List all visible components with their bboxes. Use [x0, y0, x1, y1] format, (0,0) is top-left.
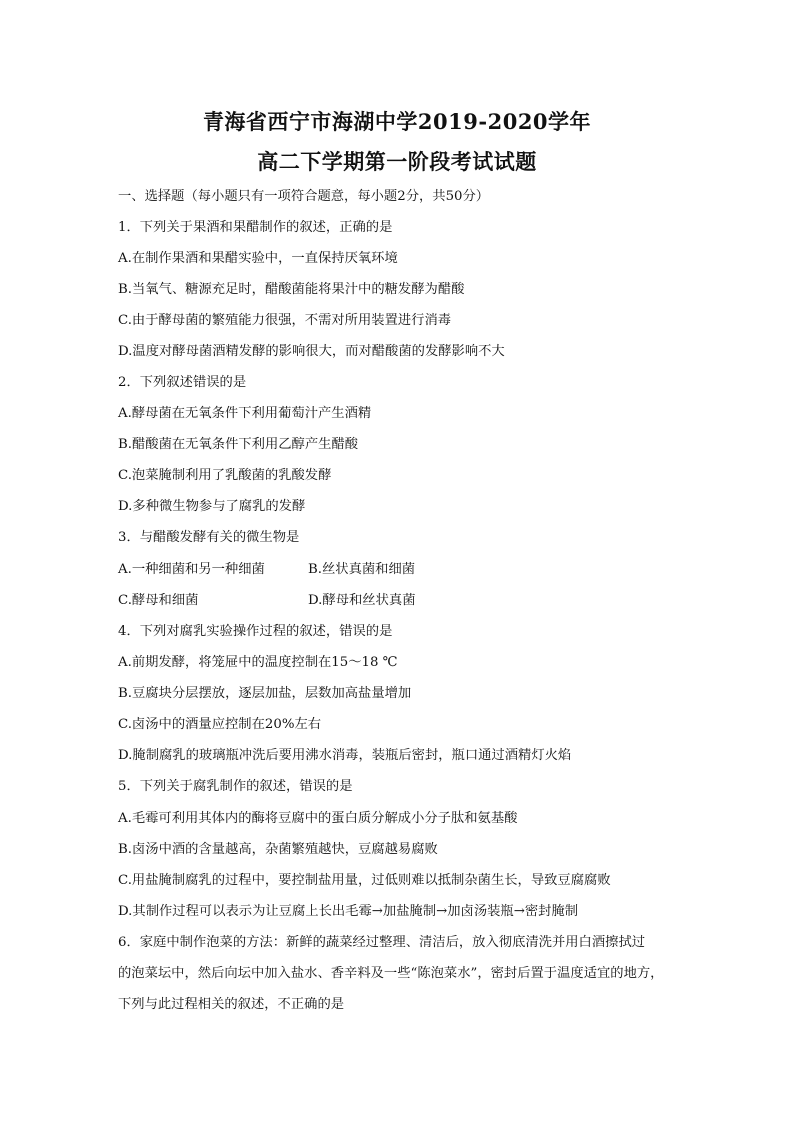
- question-1-stem: 1．下列关于果酒和果醋制作的叙述，正确的是: [118, 220, 393, 235]
- question-5-option-d: D.其制作过程可以表示为让豆腐上长出毛霉→加盐腌制→加卤汤装瓶→密封腌制: [118, 904, 579, 919]
- question-4-option-b: B.豆腐块分层摆放，逐层加盐，层数加高盐量增加: [118, 686, 412, 701]
- question-4-option-a: A.前期发酵，将笼屉中的温度控制在15～18 ℃: [118, 655, 398, 670]
- question-2-option-b: B.醋酸菌在无氧条件下利用乙醇产生醋酸: [118, 437, 359, 452]
- question-2-option-a: A.酵母菌在无氧条件下利用葡萄汁产生酒精: [118, 406, 372, 421]
- question-6-stem-line-3: 下列与此过程相关的叙述，不正确的是: [118, 997, 345, 1012]
- question-3-option-c: C.酵母和细菌: [118, 593, 199, 608]
- question-2-option-d: D.多种微生物参与了腐乳的发酵: [118, 499, 306, 514]
- question-5-option-a: A.毛霉可利用其体内的酶将豆腐中的蛋白质分解成小分子肽和氨基酸: [118, 811, 518, 826]
- question-1-option-b: B.当氧气、糖源充足时，醋酸菌能将果汁中的糖发酵为醋酸: [118, 282, 465, 297]
- section-heading: 一、选择题（每小题只有一项符合题意，每小题2分，共50分）: [118, 189, 490, 204]
- question-4-option-c: C.卤汤中的酒量应控制在20%左右: [118, 717, 322, 732]
- question-2-stem: 2．下列叙述错误的是: [118, 375, 247, 390]
- question-4-stem: 4．下列对腐乳实验操作过程的叙述，错误的是: [118, 624, 393, 639]
- question-3-option-b: B.丝状真菌和细菌: [308, 562, 416, 577]
- question-2-option-c: C.泡菜腌制利用了乳酸菌的乳酸发酵: [118, 468, 332, 483]
- question-1-option-d: D.温度对酵母菌酒精发酵的影响很大，而对醋酸菌的发酵影响不大: [118, 344, 505, 359]
- question-3-option-a: A.一种细菌和另一种细菌: [118, 562, 265, 577]
- question-5-stem: 5．下列关于腐乳制作的叙述，错误的是: [118, 779, 353, 794]
- document-title-line-1: 青海省西宁市海湖中学2019-2020学年: [202, 109, 592, 134]
- question-6-stem-line-1: 6．家庭中制作泡菜的方法：新鲜的蔬菜经过整理、清洁后，放入彻底清洗并用白酒擦拭过: [118, 935, 646, 950]
- question-1-option-c: C.由于酵母菌的繁殖能力很强，不需对所用装置进行消毒: [118, 313, 452, 328]
- question-5-option-b: B.卤汤中酒的含量越高，杂菌繁殖越快，豆腐越易腐败: [118, 842, 438, 857]
- question-4-option-d: D.腌制腐乳的玻璃瓶冲洗后要用沸水消毒，装瓶后密封，瓶口通过酒精灯火焰: [118, 748, 572, 763]
- question-3-stem: 3．与醋酸发酵有关的微生物是: [118, 530, 300, 545]
- question-1-option-a: A.在制作果酒和果醋实验中，一直保持厌氧环境: [118, 251, 398, 266]
- document-title-line-2: 高二下学期第一阶段考试试题: [257, 149, 537, 174]
- question-3-option-d: D.酵母和丝状真菌: [308, 593, 416, 608]
- question-6-stem-line-2: 的泡菜坛中，然后向坛中加入盐水、香辛料及一些“陈泡菜水”，密封后置于温度适宜的地方，: [118, 966, 664, 981]
- question-5-option-c: C.用盐腌制腐乳的过程中，要控制盐用量，过低则难以抵制杂菌生长，导致豆腐腐败: [118, 873, 611, 888]
